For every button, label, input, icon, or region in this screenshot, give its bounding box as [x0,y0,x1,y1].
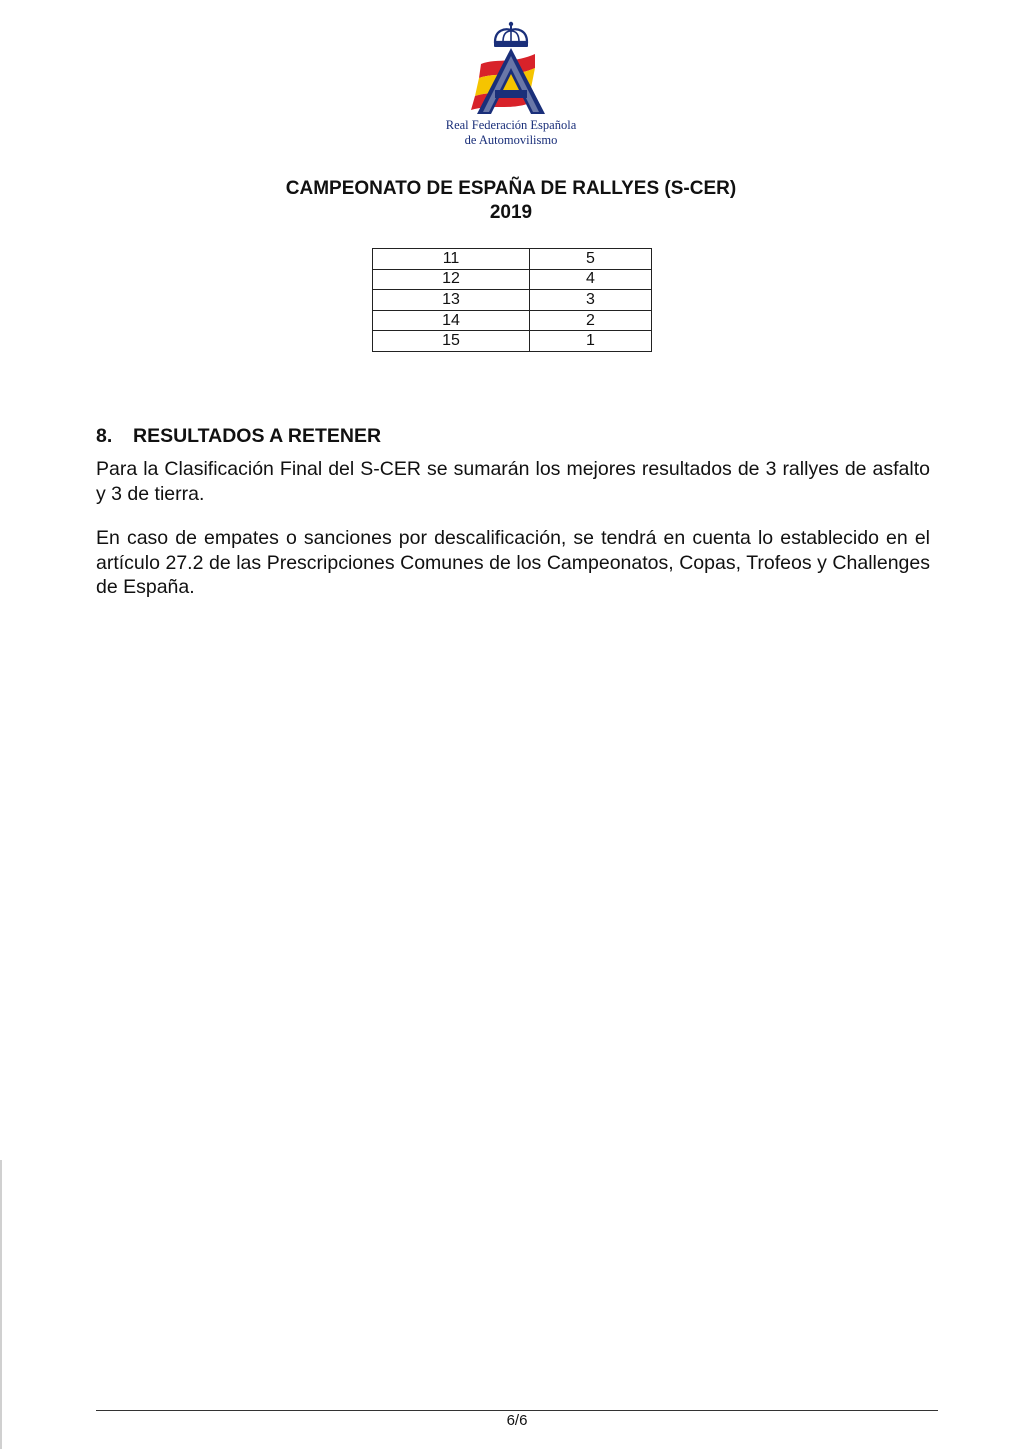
table-row [373,290,652,311]
crown-icon [494,22,528,47]
position-cell: 14 [373,310,530,331]
section-number: 8. [96,425,113,447]
org-name-line2: de Automovilismo [464,133,558,147]
position-cell: 11 [373,249,530,270]
points-cell: 2 [530,310,652,331]
points-table [372,248,652,352]
paragraph-ties-sanctions: En caso de empates o sanciones por descalificación, se tendrá en cuenta lo establecido en el artículo 27.2 de las Prescripciones Comunes de los Campeonatos, Copas, Trofeos y Challenges de España. [96,527,930,598]
points-cell: 5 [530,249,652,270]
document-title: CAMPEONATO DE ESPAÑA DE RALLYES (S-CER) [285,178,737,199]
position-cell: 12 [373,269,530,290]
section-title: RESULTADOS A RETENER [133,425,382,447]
page-number: 6/6 [506,1412,528,1429]
table-row [373,269,652,290]
document-year: 2019 [489,202,533,223]
paragraph-final-classification: Para la Clasificación Final del S-CER se sumarán los mejores resultados de 3 rallyes de asfalto y 3 de tierra. [96,458,930,505]
points-cell: 3 [530,290,652,311]
table-row [373,310,652,331]
section-heading [96,424,381,448]
points-cell: 4 [530,269,652,290]
footer-divider [96,1410,938,1411]
points-cell: 1 [530,331,652,352]
org-name-line1: Real Federación Española [445,118,577,132]
scan-edge-shadow [0,1160,2,1449]
table-row [373,249,652,270]
federation-logo [430,18,592,148]
position-cell: 15 [373,331,530,352]
rfea-crown-flag-logo-icon [465,18,557,118]
table-row [373,331,652,352]
position-cell: 13 [373,290,530,311]
